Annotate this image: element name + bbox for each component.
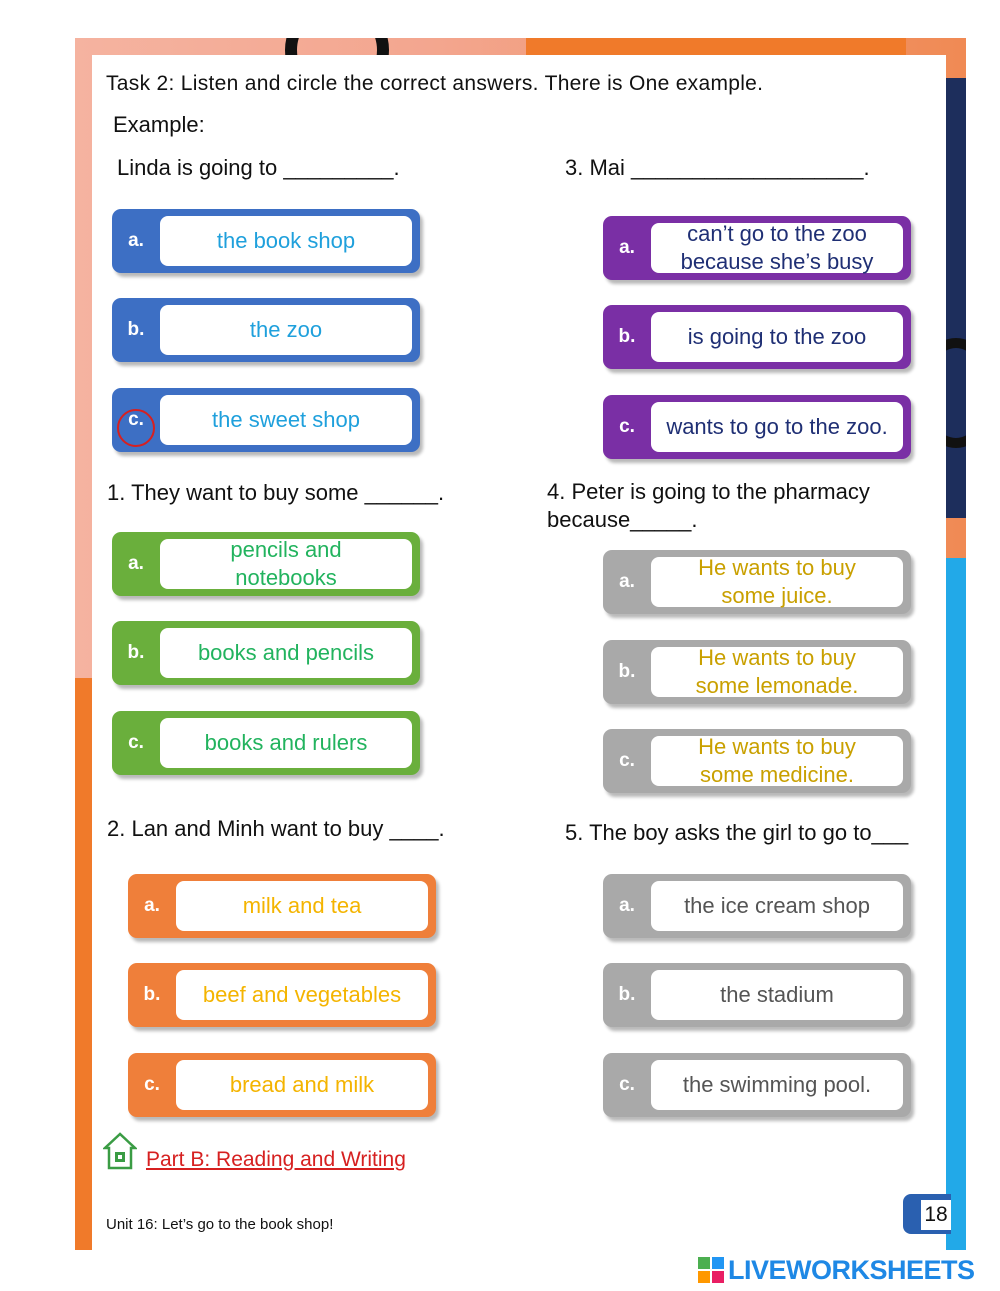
option-3-a[interactable] (603, 216, 911, 280)
option-text: the swimming pool. (651, 1060, 903, 1110)
task-instruction: Task 2: Listen and circle the correct answers. There is One example. (106, 72, 764, 95)
option-letter: b. (618, 984, 636, 1005)
option-text: the stadium (651, 970, 903, 1020)
option-letter: b. (127, 642, 145, 663)
option-letter: c. (619, 416, 635, 437)
option-text: He wants to buy some lemonade. (651, 647, 903, 697)
option-text: bread and milk (176, 1060, 428, 1110)
question-stem-example: Linda is going to _________. (117, 155, 400, 180)
option-4-a[interactable] (603, 550, 911, 614)
option-text: books and rulers (160, 718, 412, 768)
option-letter: a. (619, 237, 635, 258)
option-2-c[interactable] (128, 1053, 436, 1117)
option-5-c[interactable] (603, 1053, 911, 1117)
question-stem-3: 3. Mai ___________________. (565, 155, 870, 180)
option-text: wants to go to the zoo. (651, 402, 903, 452)
option-letter: a. (128, 553, 144, 574)
question-stem-2: 2. Lan and Minh want to buy ____. (107, 816, 445, 841)
option-letter: b. (143, 984, 161, 1005)
option-1-a[interactable] (112, 532, 420, 596)
option-text: the sweet shop (160, 395, 412, 445)
brand-name: LIVEWORKSHEETS (728, 1254, 975, 1285)
option-letter: c. (619, 750, 635, 771)
answer-circle-mark (117, 409, 155, 447)
option-letter: b. (618, 326, 636, 347)
option-text: books and pencils (160, 628, 412, 678)
option-text: is going to the zoo (651, 312, 903, 362)
option-text: the zoo (160, 305, 412, 355)
option-5-a[interactable] (603, 874, 911, 938)
option-example-a[interactable] (112, 209, 420, 273)
option-letter: c. (144, 1074, 160, 1095)
option-text: can’t go to the zoo because she’s busy (651, 223, 903, 273)
option-4-c[interactable] (603, 729, 911, 793)
option-text: pencils and notebooks (160, 539, 412, 589)
option-letter: a. (619, 895, 635, 916)
option-text: the book shop (160, 216, 412, 266)
option-1-b[interactable] (112, 621, 420, 685)
liveworksheets-logo-icon (698, 1257, 724, 1283)
option-2-a[interactable] (128, 874, 436, 938)
page-number-badge (903, 1194, 951, 1234)
part-b-heading[interactable]: Part B: Reading and Writing (146, 1148, 406, 1171)
option-5-b[interactable] (603, 963, 911, 1027)
option-letter: a. (619, 571, 635, 592)
option-text: the ice cream shop (651, 881, 903, 931)
option-example-b[interactable] (112, 298, 420, 362)
house-icon (103, 1132, 137, 1172)
question-stem-5: 5. The boy asks the girl to go to___ (565, 820, 909, 845)
option-letter: a. (128, 230, 144, 251)
option-1-c[interactable] (112, 711, 420, 775)
option-3-c[interactable] (603, 395, 911, 459)
option-text: He wants to buy some medicine. (651, 736, 903, 786)
option-letter: c. (128, 409, 144, 430)
option-letter: b. (618, 661, 636, 682)
unit-footer: Unit 16: Let’s go to the book shop! (106, 1216, 334, 1233)
option-letter: c. (619, 1074, 635, 1095)
option-text: beef and vegetables (176, 970, 428, 1020)
option-4-b[interactable] (603, 640, 911, 704)
option-2-b[interactable] (128, 963, 436, 1027)
option-text: milk and tea (176, 881, 428, 931)
option-text: He wants to buy some juice. (651, 557, 903, 607)
option-letter: c. (128, 732, 144, 753)
example-label: Example: (113, 112, 205, 137)
option-example-c[interactable] (112, 388, 420, 452)
page-number: 18 (921, 1200, 951, 1230)
question-stem-1: 1. They want to buy some ______. (107, 480, 445, 505)
option-letter: b. (127, 319, 145, 340)
option-3-b[interactable] (603, 305, 911, 369)
liveworksheets-logo[interactable] (698, 1254, 975, 1286)
question-stem-4: 4. Peter is going to the pharmacy because_____. (547, 479, 870, 532)
option-letter: a. (144, 895, 160, 916)
